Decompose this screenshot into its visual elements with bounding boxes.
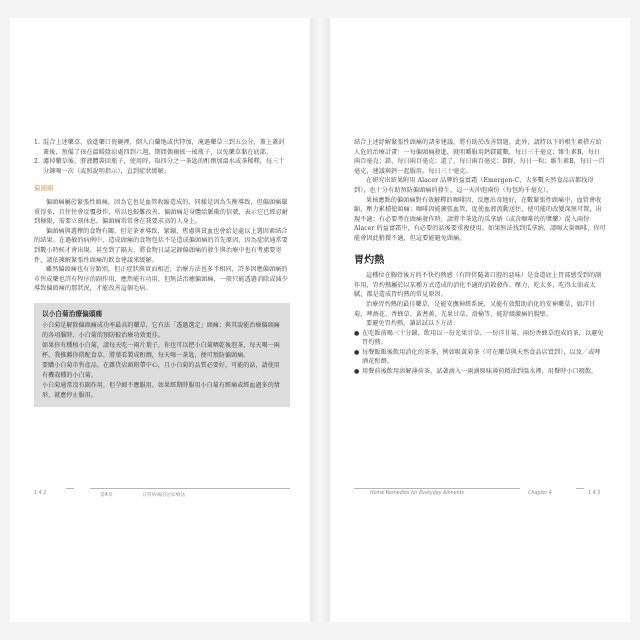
paragraph: 結合上述紓解緊張性頭痛的諸多建議，將有助於改善問題。此外，請將以下的根生素搭方給人危的治療計畫：一每偏頭痛發進，就咀嚼服用鈣鎂錠數，每日三千毫克；維生素B，每日兩百毫克；鎂，每日兩百毫克；還了，每日兩百毫克；B群，每日一粒；維生素B，每日一百毫克，建議與鈣一起服用。每日三十毫克。 [354, 139, 605, 175]
footer-rule [66, 488, 74, 489]
paragraph: 偏頭痛屬於緊張性頭痛，因為它也是血管收縮造成的，同樣是因為失衡導致，但偏頭痛嚴重得多，且往往會反覆發作，所以也較難改善。偏頭痛是身體給脈衝的信號，表示它已經忍耐到極限，需要立刻休息，偏頭痛常常會在我要求高的人身上。 [34, 198, 288, 226]
sidebar-line: 小白菊是解除偏頭痛成功率最高的藥草，它有法「透過選定」頭痛；與其說能治療偏頭痛的各項腦時，小白菊的預防較治療功效更佳。 [42, 321, 280, 339]
sidebar-line: 如果你有種植小白菊，請每天吃一兩片葉子，你也可以把小白菊晒乾後泡茶，每天喝一兩杯。我推薦你搭配食草，將葉看製成酊劑，每天喝一茶匙，便可預防偏頭痛。 [42, 341, 280, 359]
paragraph: 在研究出結果附用 Alacer 品牌的益富霜（Emergen-C，大多數天然食品店都找得到），也十分有助預防偏頭痛的發生，這一天沖泡兩份（每包約千毫克）。 [354, 177, 594, 194]
bullet-item [354, 348, 606, 367]
sidebar-title: 以小白菊治療偏頭痛 [42, 309, 103, 318]
left-page [10, 18, 310, 622]
page-number: 1 4 3 [588, 491, 601, 496]
chapter-label: Chapter 4 [528, 491, 552, 496]
footer-rule [354, 488, 520, 489]
book-title-english: Home Remedies for Everyday Ailments [370, 491, 465, 496]
bullet-item [354, 367, 606, 377]
bullet-icon: ● [354, 329, 360, 337]
left-page-body [34, 138, 290, 407]
paragraph: 治療胃灼熱的最佳藥草，是能安撫神經系統，又能有效幫助消化的安神藥草，如洋甘菊、啤酒花、香蜂草、黃耆蕉、光果甘草、滑榆等，能舒緩激痛的腸壁。 [354, 300, 596, 318]
section-heading-heartburn: 胃灼熱 [354, 254, 385, 266]
list-text: 濾掉藥草後，將液體裝回瓶子，使用時，取四分之一茶匙的酊劑加溫水或茶稀釋，每三十分鐘喝一次（或照說明指示），直到症狀緩解。 [43, 158, 285, 175]
sidebar-line: 要購小白菊市售產品，在雜貨店頭附帶中心，且小白菊的品質必要好，可能的話，請使用有機栽種的小白菊。 [42, 361, 280, 379]
list-item [34, 138, 290, 157]
chapter-label: 第4章 [100, 493, 113, 498]
section-heading-migraine: 偏頭痛 [34, 184, 54, 193]
sidebar-line: 小白菊通常沒有副作用，但孕婦不應服用。如果經期時服用小白菊有經痛或經血過多的情形，就應停止服用。 [42, 381, 280, 399]
paragraph: 這種位在胸骨後方的不快灼熱感（有時伴隨著口腔的惡味）是食道底上胃部感受到的副作用，胃灼熱屬於以某種方式造成的消化不適的消散發作。壓力，吃太多，吃得太油或太膩，都是造成胃灼熱的常見原因。 [354, 272, 602, 299]
right-page [330, 18, 630, 622]
list-item [34, 157, 290, 176]
paragraph: 果核應點的偏頭痛對有效解釋的咖啡因，反應出奇地好，在數緊張性頭痛中，血管會收縮，壓力累積使頭痛；咖啡因能擴張血管，促使血液流動送往，使可能的改變深無可置，出現不適；有必要考在頭痛發作時，請將半茶匙的瓜拿納（或含咖啡的的漿藥）混入兩份 Alacer 的益富霜中，有必要的話後要重複使用。如果無法找到瓜拿納，請喝大量咖啡，你可能會因此稍微不適，但這要能避免頭痛。 [354, 196, 606, 242]
paragraph: 雖然偏頭痛也有分類別，但正症狀與實而相近，治療方法也多半相同，許多因應偏頭痛的市售成藥也許有程序的副作用，應然能有功用，但無法治癒偏頭痛，一般只能透過消除或減少導致偏頭痛的那狀況，才能改善這個毛病。 [34, 266, 288, 293]
paragraph: 要避免胃灼熱，讀試試以下方法： [366, 320, 459, 328]
feverfew-sidebar-box [34, 303, 290, 407]
list-text: 混合上述藥草，放進藥口瓷碗裡，倒入白蘭地或伏特加，淹過藥草三到五公分，蓋上蓋封蓋後，預備了孩在溫暖陰涼處四到六週，期間偶爾搖一搖瓶子，以免藥草黏在底部。 [43, 139, 285, 156]
right-footer [330, 488, 630, 502]
book-title: 日常病痛的居家療法 [142, 493, 186, 498]
bullet-text: 用餐前後飲用溶解薄荷茶，試著滴入一兩滴原味薄荷精油到溫水裡，用餐時小口啜飲。 [362, 368, 598, 376]
bullet-icon: ● [354, 368, 360, 376]
right-page-body [354, 138, 606, 377]
page-number: 1 4 2 [34, 491, 47, 496]
bullet-item [354, 329, 606, 348]
footer-rule [90, 488, 290, 489]
bullet-text: 在吃飯前喝三十分鐘，飲用以一份光果甘草、一份洋甘菊、兩份香蜂草泡成的茶，以避免胃灼熱。 [362, 329, 604, 347]
left-footer [10, 488, 310, 502]
bullet-text: 每餐飯飯後飲用消化的茶茶，例如吸黃菊茶（可在藥草與天然食品店買到），以及／或啤酒花酊劑。 [362, 348, 601, 366]
book-gutter [310, 18, 330, 622]
footer-rule [576, 488, 584, 489]
list-number: 2. [34, 158, 41, 166]
bullet-icon: ● [354, 348, 360, 356]
paragraph: 偏頭痛與選擇的食物有關，但是茶並導致，緊繃，焦慮與貧血也會給是處以上選因素結合的結果。在過敏的病例中，造成頭痛的食物包括不是造成偏頭痛的首先原因，因為症狀通常要到數小時候才會出現，甚至到了隔天，將食物日誌記錄偏頭痛的發生與治療中也有考慮要寄件，請依據解緊張性頭痛的飲食建議來緩解。 [34, 227, 288, 264]
list-number: 1. [34, 139, 41, 146]
